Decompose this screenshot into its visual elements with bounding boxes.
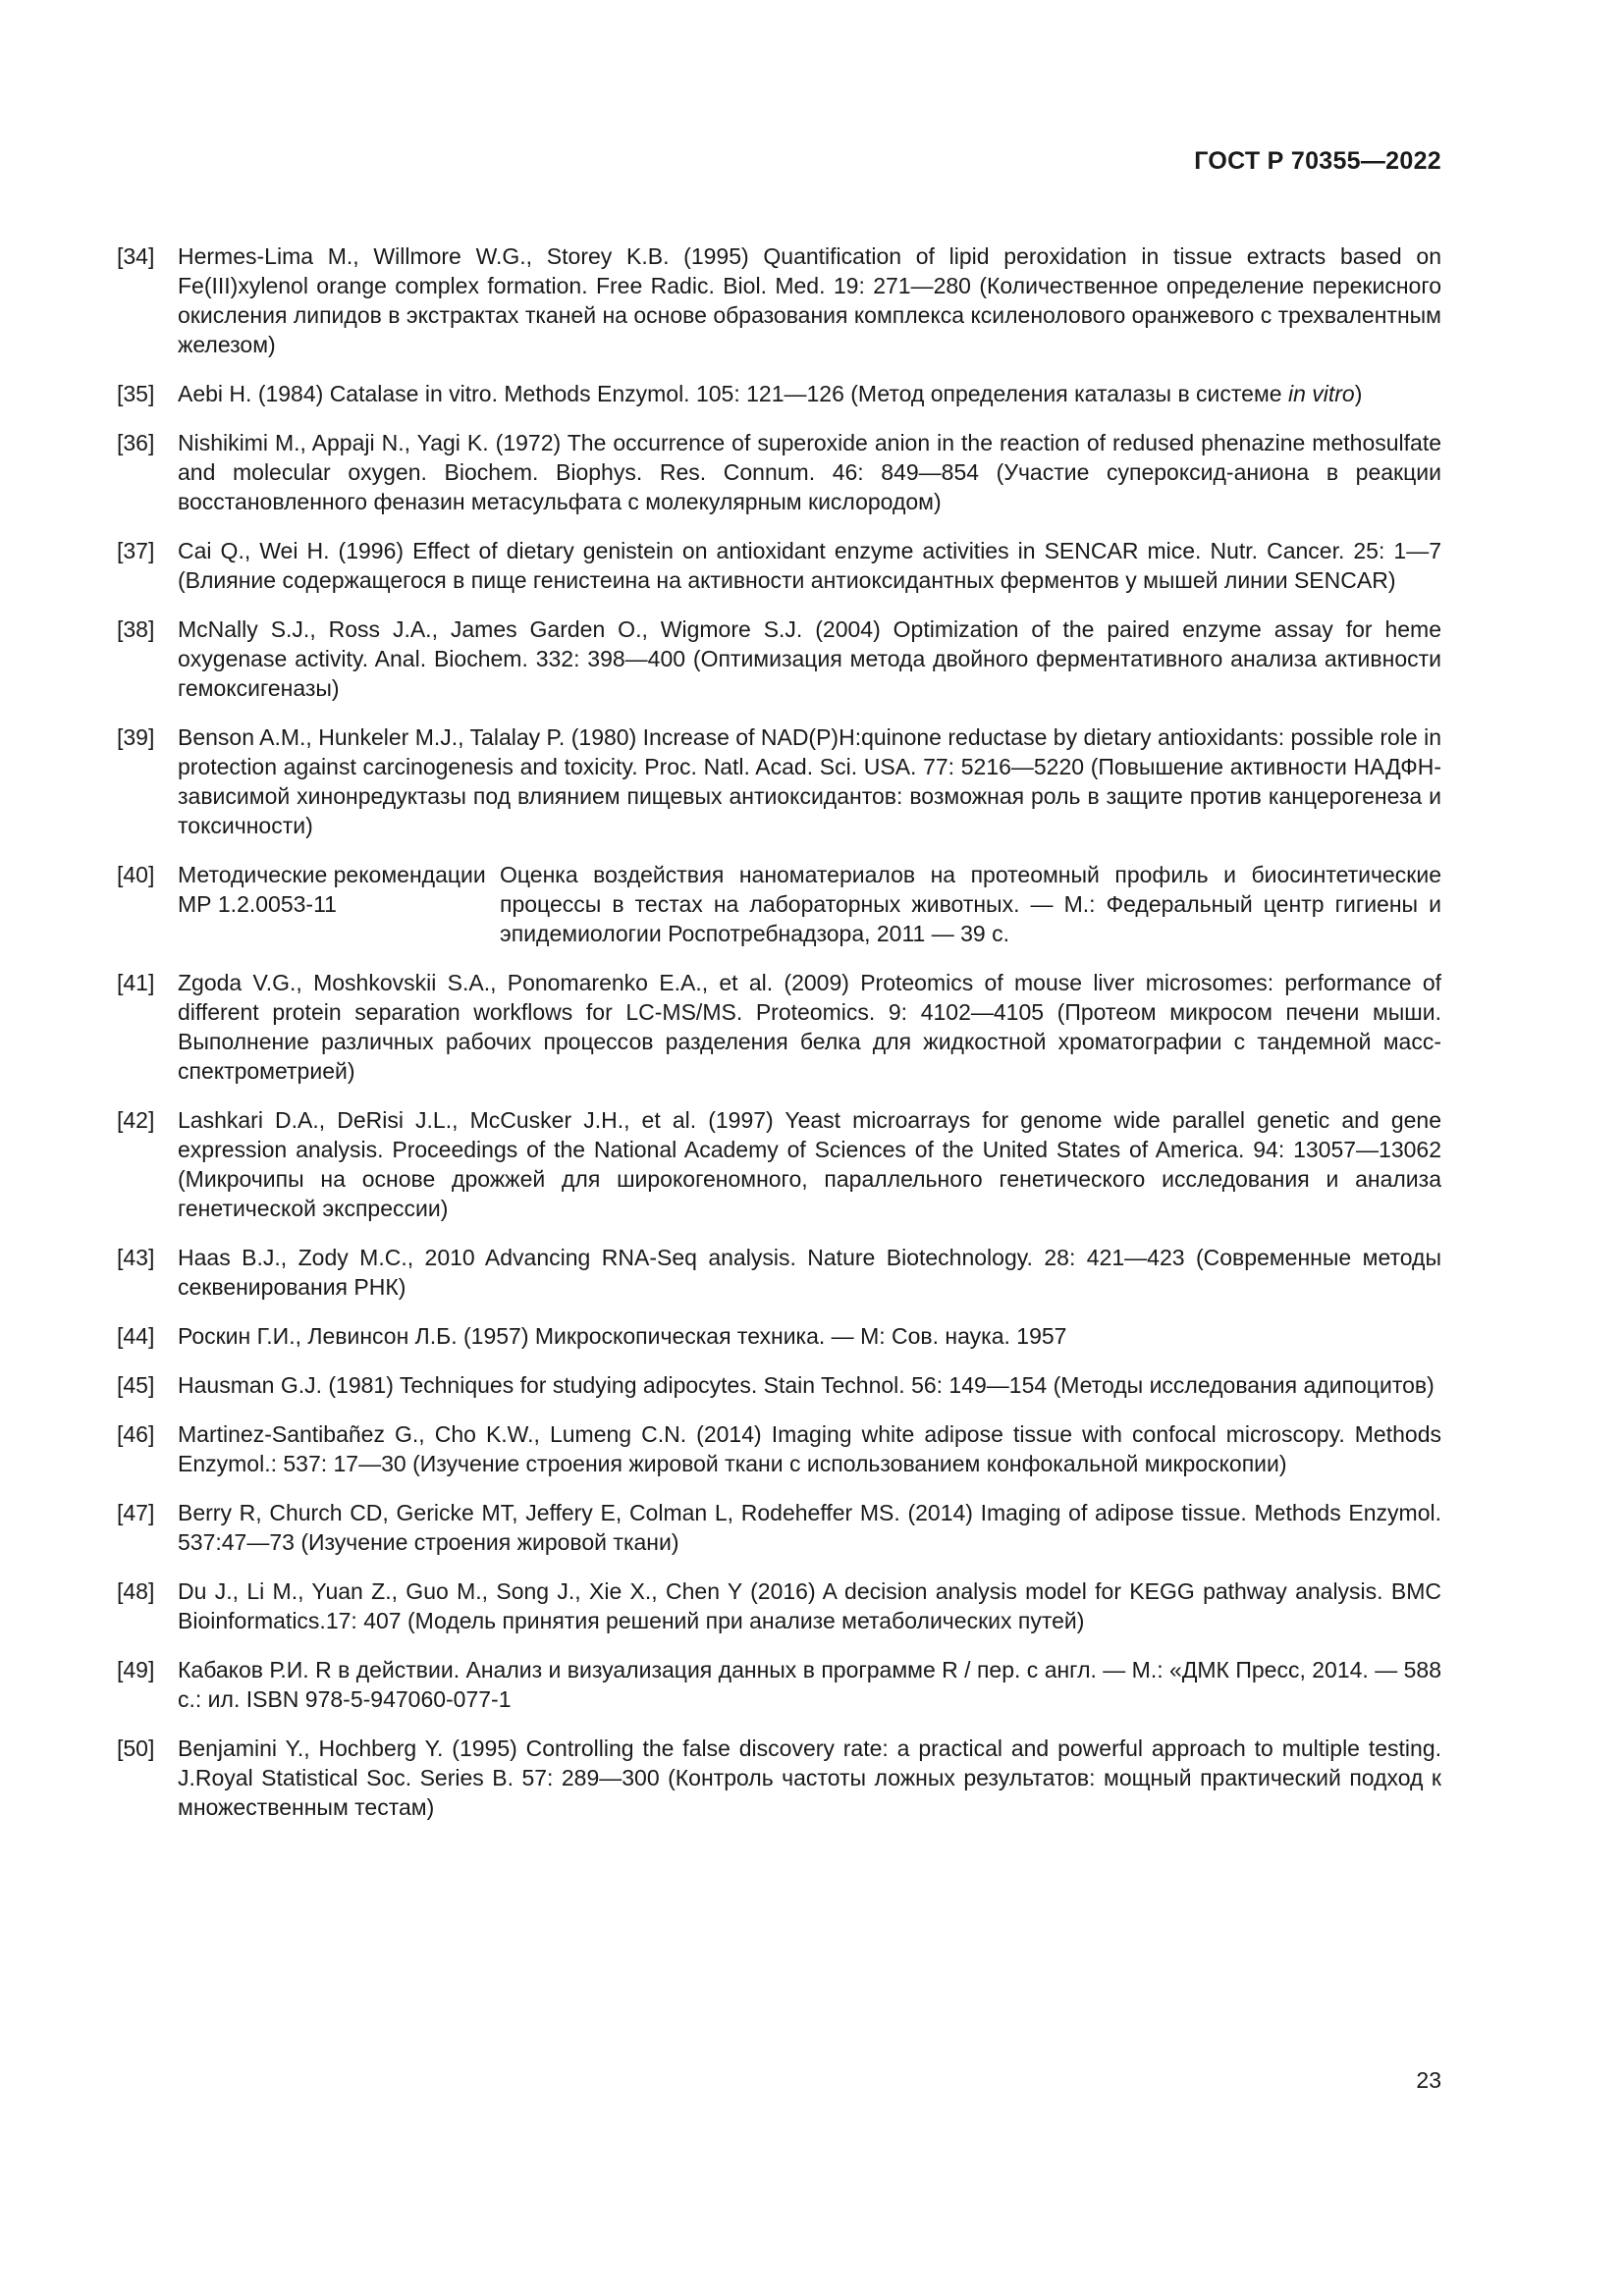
reference-item-39 (117, 722, 1441, 840)
reference-item-44 (117, 1321, 1441, 1351)
reference-item-49 (117, 1655, 1441, 1714)
reference-number: [45] (117, 1372, 155, 1398)
reference-item-35 (117, 379, 1441, 408)
page-number: 23 (1416, 2067, 1441, 2093)
reference-text: Кабаков Р.И. R в действии. Анализ и визуализация данных в программе R / пер. с англ. — М.: «ДМК Пресс, 2014. — 588 с.: ил. ISBN 978-5-947060-077-1 (178, 1657, 1441, 1712)
reference-item-46 (117, 1419, 1441, 1478)
reference-text: Lashkari D.A., DeRisi J.L., McCusker J.H., et al. (1997) Yeast microarrays for genome wide parallel genetic and gene expression analysis. Proceedings of the National Academy of Sciences of the United States of America. 94: 13057—13062 (Микрочипы на основе дрожжей для широкогеномного, параллельного генетического исследования и анализа генетической экспрессии) (178, 1107, 1441, 1221)
reference-number: [48] (117, 1578, 155, 1604)
reference-text: Benson A.M., Hunkeler M.J., Talalay P. (1980) Increase of NAD(P)H:quinone reductase by dietary antioxidants: possible role in protection against carcinogenesis and toxicity. Proc. Natl. Acad. Sci. USA. 77: 5216—5220 (Повышение активности НАДФН-зависимой хинонредуктазы под влиянием пищевых антиоксидантов: возможная роль в защите против канцерогенеза и токсичности) (178, 724, 1441, 838)
reference-text: Haas B.J., Zody M.C., 2010 Advancing RNA-Seq analysis. Nature Biotechnology. 28: 421—423 (Современные методы секвенирования РНК) (178, 1245, 1441, 1300)
reference-split (178, 860, 1441, 948)
reference-text: Du J., Li M., Yuan Z., Guo M., Song J., Xie X., Chen Y (2016) A decision analysis model for KEGG pathway analysis. BMC Bioinformatics.17: 407 (Модель принятия решений при анализе метаболических путей) (178, 1578, 1441, 1633)
reference-number: [40] (117, 862, 155, 887)
reference-text: Cai Q., Wei H. (1996) Effect of dietary genistein on antioxidant enzyme activities in SENCAR mice. Nutr. Cancer. 25: 1—7 (Влияние содержащегося в пище генистеина на активности антиоксидантных ферментов у мышей линии SENCAR) (178, 538, 1441, 593)
reference-number: [37] (117, 538, 155, 563)
reference-item-42 (117, 1105, 1441, 1223)
reference-item-40 (117, 860, 1441, 948)
reference-text: Hausman G.J. (1981) Techniques for studying adipocytes. Stain Technol. 56: 149—154 (Методы исследования адипоцитов) (178, 1372, 1435, 1398)
reference-item-45 (117, 1370, 1441, 1400)
reference-document-title: Оценка воздействия наноматериалов на протеомный профиль и биосинтетические процессы в тестах на лабораторных животных. — М.: Федеральный центр гигиены и эпидемиологии Роспотребнадзора, 2011 — 39 с. (500, 862, 1441, 946)
reference-text: Роскин Г.И., Левинсон Л.Б. (1957) Микроскопическая техника. — М: Сов. наука. 1957 (178, 1323, 1067, 1349)
reference-item-48 (117, 1576, 1441, 1635)
reference-number: [38] (117, 616, 155, 642)
reference-number: [49] (117, 1657, 155, 1682)
reference-text: Hermes-Lima M., Willmore W.G., Storey K.B. (1995) Quantification of lipid peroxidation in tissue extracts based on Fe(III)xylenol orange complex formation. Free Radic. Biol. Med. 19: 271—280 (Количественное определение перекисного окисления липидов в экстрактах тканей на основе образования комплекса ксиленолового оранжевого с трехвалентным железом) (178, 243, 1441, 357)
reference-item-34 (117, 241, 1441, 359)
reference-number: [35] (117, 381, 155, 406)
reference-text-italic: in vitro (1287, 381, 1355, 406)
reference-item-36 (117, 428, 1441, 516)
reference-text: McNally S.J., Ross J.A., James Garden O., Wigmore S.J. (2004) Optimization of the paired enzyme assay for heme oxygenase activity. Anal. Biochem. 332: 398—400 (Оптимизация метода двойного ферментативного анализа активности гемоксигеназы) (178, 616, 1441, 701)
reference-item-43 (117, 1243, 1441, 1302)
reference-text (178, 379, 1441, 408)
reference-number: [36] (117, 430, 155, 455)
reference-text: Berry R, Church CD, Gericke MT, Jeffery E, Colman L, Rodeheffer MS. (2014) Imaging of adipose tissue. Methods Enzymol. 537:47—73 (Изучение строения жировой ткани) (178, 1500, 1441, 1555)
reference-number: [34] (117, 243, 155, 269)
reference-number: [46] (117, 1421, 155, 1447)
reference-text-tail: ) (1354, 381, 1363, 406)
standard-designation: ГОСТ Р 70355—2022 (1194, 147, 1441, 175)
reference-text: Zgoda V.G., Moshkovskii S.A., Ponomarenko E.A., et al. (2009) Proteomics of mouse liver microsomes: performance of different protein separation workflows for LC-MS/MS. Proteomics. 9: 4102—4105 (Протеом микросом печени мыши. Выполнение различных рабочих процессов разделения белка для жидкостной хроматографии с тандемной масс-спектрометрией) (178, 970, 1441, 1084)
reference-number: [41] (117, 970, 155, 995)
reference-number: [43] (117, 1245, 155, 1270)
reference-number: [47] (117, 1500, 155, 1525)
reference-item-38 (117, 614, 1441, 703)
reference-item-37 (117, 536, 1441, 595)
reference-number: [42] (117, 1107, 155, 1133)
reference-item-47 (117, 1498, 1441, 1557)
reference-list (117, 241, 1441, 1842)
reference-document-id: Методические рекомендации МР 1.2.0053-11 (178, 862, 486, 917)
reference-text: Benjamini Y., Hochberg Y. (1995) Controlling the false discovery rate: a practical and powerful approach to multiple testing. J.Royal Statistical Soc. Series B. 57: 289—300 (Контроль частоты ложных результатов: мощный практический подход к множественным тестам) (178, 1735, 1441, 1820)
reference-text-main: Aebi H. (1984) Catalase in vitro. Methods Enzymol. 105: 121—126 (Метод определения каталазы в системе (178, 381, 1288, 406)
reference-item-41 (117, 968, 1441, 1086)
reference-text: Martinez-Santibañez G., Cho K.W., Lumeng C.N. (2014) Imaging white adipose tissue with confocal microscopy. Methods Enzymol.: 537: 17—30 (Изучение строения жировой ткани с использованием конфокальной микроскопии) (178, 1421, 1441, 1476)
reference-number: [50] (117, 1735, 155, 1761)
reference-item-50 (117, 1734, 1441, 1822)
reference-text: Nishikimi M., Appaji N., Yagi K. (1972) The occurrence of superoxide anion in the reaction of redused phenazine methosulfate and molecular oxygen. Biochem. Biophys. Res. Connum. 46: 849—854 (Участие супероксид-аниона в реакции восстановленного феназин метасульфата с молекулярным кислородом) (178, 430, 1441, 514)
reference-number: [39] (117, 724, 155, 750)
reference-number: [44] (117, 1323, 155, 1349)
